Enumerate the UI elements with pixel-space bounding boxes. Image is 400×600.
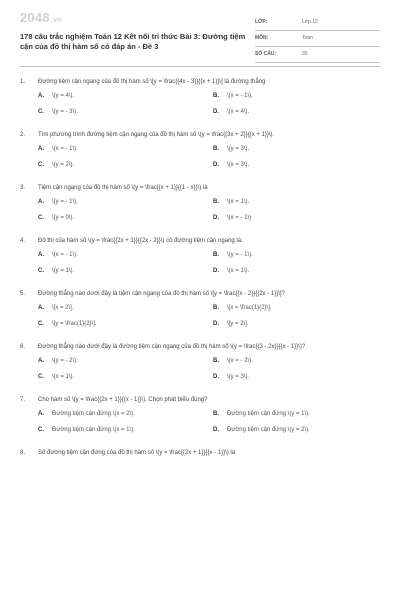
option-letter: A. <box>38 411 44 417</box>
answer-option[interactable] <box>38 214 213 223</box>
answer-options <box>20 198 380 223</box>
question-text: Đồ thị của hàm số \(y = \frac{{2x + 1}}{{2x - 2}}\) có đường tiệm cận ngang là: <box>38 238 243 244</box>
meta-value-class: Lớp 12 <box>302 19 318 25</box>
question-3 <box>20 184 380 223</box>
site-logo[interactable] <box>20 10 61 25</box>
question-4 <box>20 237 380 276</box>
option-text: \(x = 1\). <box>227 268 250 274</box>
logo-suffix: .vn <box>50 17 62 24</box>
document-meta <box>255 18 380 66</box>
question-stem <box>20 78 380 87</box>
question-stem <box>20 131 380 140</box>
question-2 <box>20 131 380 170</box>
question-stem <box>20 343 380 352</box>
answer-option[interactable] <box>213 198 378 207</box>
answer-option[interactable] <box>38 92 213 101</box>
answer-option[interactable] <box>38 410 213 419</box>
answer-options <box>20 357 380 382</box>
option-letter: A. <box>38 146 44 152</box>
answer-options <box>20 410 380 435</box>
option-text: \(y = 1\). <box>52 268 75 274</box>
option-letter: D. <box>213 321 219 327</box>
option-letter: B. <box>213 93 219 99</box>
option-letter: C. <box>38 215 44 221</box>
question-6 <box>20 343 380 382</box>
question-number: 1. <box>20 79 26 85</box>
answer-options <box>20 92 380 117</box>
option-text: \(x = - 1\). <box>52 146 78 152</box>
option-text: \(x = 1\). <box>52 374 75 380</box>
answer-option[interactable] <box>38 198 213 207</box>
answer-option[interactable] <box>213 108 378 117</box>
question-text: Cho hàm số \(y = \frac{{2x + 1}}{{x - 1}}\). Chọn phát biểu đúng? <box>38 397 208 403</box>
meta-value-question-count: 30 <box>302 51 308 57</box>
question-stem <box>20 396 380 405</box>
option-letter: B. <box>213 199 219 205</box>
meta-row-question-count <box>255 50 380 63</box>
option-text: \(y = 3\). <box>227 374 250 380</box>
meta-row-subject <box>255 34 380 47</box>
option-text: \(y = 4\). <box>52 93 75 99</box>
answer-option[interactable] <box>213 357 378 366</box>
option-text: \(x = 3\). <box>227 162 250 168</box>
question-text: Đường thẳng nào dưới đây là tiệm cận ngang của đồ thị hàm số \[y = \frac{{x - 2}}{{2x - 1}}\]? <box>38 291 285 297</box>
answer-option[interactable] <box>38 108 213 117</box>
option-text: \(x = - 1\) <box>227 215 252 221</box>
answer-options <box>20 304 380 329</box>
answer-option[interactable] <box>38 426 213 435</box>
question-number: 5. <box>20 291 26 297</box>
option-letter: D. <box>213 374 219 380</box>
question-list <box>20 78 380 472</box>
question-number: 8. <box>20 450 26 456</box>
answer-option[interactable] <box>213 251 378 260</box>
question-5 <box>20 290 380 329</box>
question-number: 3. <box>20 185 26 191</box>
option-letter: C. <box>38 162 44 168</box>
meta-row-class <box>255 18 380 31</box>
answer-option[interactable] <box>213 320 378 329</box>
option-text: \(y = 3\). <box>227 146 250 152</box>
document-title: 178 câu trắc nghiệm Toán 12 Kết nối tri thức Bài 3: Đường tiệm cận của đồ thị hàm số có đáp án - Đề 3 <box>20 32 246 51</box>
option-text: \(y = - 2\). <box>52 358 78 364</box>
option-text: \(y = - 3\). <box>52 109 78 115</box>
question-stem <box>20 184 380 193</box>
answer-option[interactable] <box>213 145 378 154</box>
answer-options <box>20 145 380 170</box>
answer-option[interactable] <box>213 304 378 313</box>
question-text: Đường tiệm cận ngang của đồ thị hàm số \[y = \frac{{4x - 3}}{{x + 1}}\] là đường thẳng <box>38 79 266 85</box>
option-text: \(x = - 1\). <box>52 252 78 258</box>
answer-option[interactable] <box>38 304 213 313</box>
option-letter: C. <box>38 374 44 380</box>
option-letter: B. <box>213 252 219 258</box>
meta-label-subject: MÔN: <box>255 35 269 41</box>
option-letter: D. <box>213 162 219 168</box>
option-letter: B. <box>213 146 219 152</box>
option-text: \(x = 4\). <box>227 109 250 115</box>
question-number: 7. <box>20 397 26 403</box>
option-letter: B. <box>213 411 219 417</box>
answer-option[interactable] <box>213 92 378 101</box>
document-header <box>20 10 380 58</box>
answer-option[interactable] <box>213 373 378 382</box>
option-text: \[y = \frac{1}{2}\]. <box>52 321 97 327</box>
question-number: 6. <box>20 344 26 350</box>
answer-option[interactable] <box>213 214 378 223</box>
question-number: 2. <box>20 132 26 138</box>
answer-option[interactable] <box>213 161 378 170</box>
option-letter: A. <box>38 93 44 99</box>
option-text: Đường tiệm cận đứng \(x = 1\). <box>52 427 135 433</box>
question-text: Số đường tiệm cận đứng của đồ thị hàm số \(y = \frac{{2x + 1}}{{x - 1}}\) là <box>38 450 236 456</box>
question-1 <box>20 78 380 117</box>
option-text: \(y = - 1\). <box>52 199 78 205</box>
meta-label-question-count: SỐ CÂU: <box>255 51 277 57</box>
option-letter: A. <box>38 305 44 311</box>
header-divider <box>20 66 380 67</box>
answer-option[interactable] <box>38 267 213 276</box>
option-text: \(x = 1\). <box>227 199 250 205</box>
option-letter: D. <box>213 427 219 433</box>
option-letter: D. <box>213 268 219 274</box>
answer-options <box>20 251 380 276</box>
answer-option[interactable] <box>38 251 213 260</box>
option-text: Đường tiệm cận đứng \(x = 2\). <box>52 411 135 417</box>
option-letter: C. <box>38 427 44 433</box>
option-letter: A. <box>38 252 44 258</box>
option-letter: A. <box>38 358 44 364</box>
answer-option[interactable] <box>38 373 213 382</box>
question-text: Tiệm cận ngang của đồ thị hàm số \(y = \frac{{x + 1}}{{1 - x}}\) là <box>38 185 208 191</box>
question-7 <box>20 396 380 435</box>
option-letter: C. <box>38 109 44 115</box>
option-text: \(y = 0\). <box>52 215 75 221</box>
answer-option[interactable] <box>213 410 378 419</box>
question-stem <box>20 449 380 458</box>
option-text: \(y = 2\). <box>52 162 75 168</box>
option-letter: C. <box>38 321 44 327</box>
question-stem <box>20 290 380 299</box>
answer-option[interactable] <box>213 426 378 435</box>
answer-option[interactable] <box>213 267 378 276</box>
question-text: Tìm phương trình đường tiệm cận ngang của đồ thị hàm số \(y = \frac{{3x + 2}}{{x + 1}}\). <box>38 132 275 138</box>
option-text: \[x = \frac{1}{2}\]. <box>227 305 272 311</box>
answer-option[interactable] <box>38 320 213 329</box>
question-stem <box>20 237 380 246</box>
option-letter: C. <box>38 268 44 274</box>
question-number: 4. <box>20 238 26 244</box>
option-text: \[y = 2\]. <box>227 321 249 327</box>
option-letter: B. <box>213 305 219 311</box>
logo-text: 2048 <box>20 10 50 25</box>
meta-value-subject: Toán <box>302 35 313 41</box>
question-text: Đường thẳng nào dưới đây là đường tiệm cận ngang của đồ thị hàm số \(y = \frac{{3 - 2x}}{{x - 1}}\)? <box>38 344 306 350</box>
option-letter: D. <box>213 109 219 115</box>
answer-option[interactable] <box>38 161 213 170</box>
question-8 <box>20 449 380 458</box>
option-letter: A. <box>38 199 44 205</box>
option-text: \(y = - 1\). <box>227 252 253 258</box>
option-letter: D. <box>213 215 219 221</box>
option-text: \(x = - 1\). <box>227 93 253 99</box>
option-text: Đường tiệm cận đứng \(y = 1\). <box>227 411 310 417</box>
answer-option[interactable] <box>38 357 213 366</box>
meta-label-class: LỚP: <box>255 19 268 25</box>
option-text: \[x = 2\]. <box>52 305 74 311</box>
answer-option[interactable] <box>38 145 213 154</box>
option-text: \(x = - 2\). <box>227 358 253 364</box>
option-letter: B. <box>213 358 219 364</box>
option-text: Đường tiệm cận đứng \(y = 2\). <box>227 427 310 433</box>
